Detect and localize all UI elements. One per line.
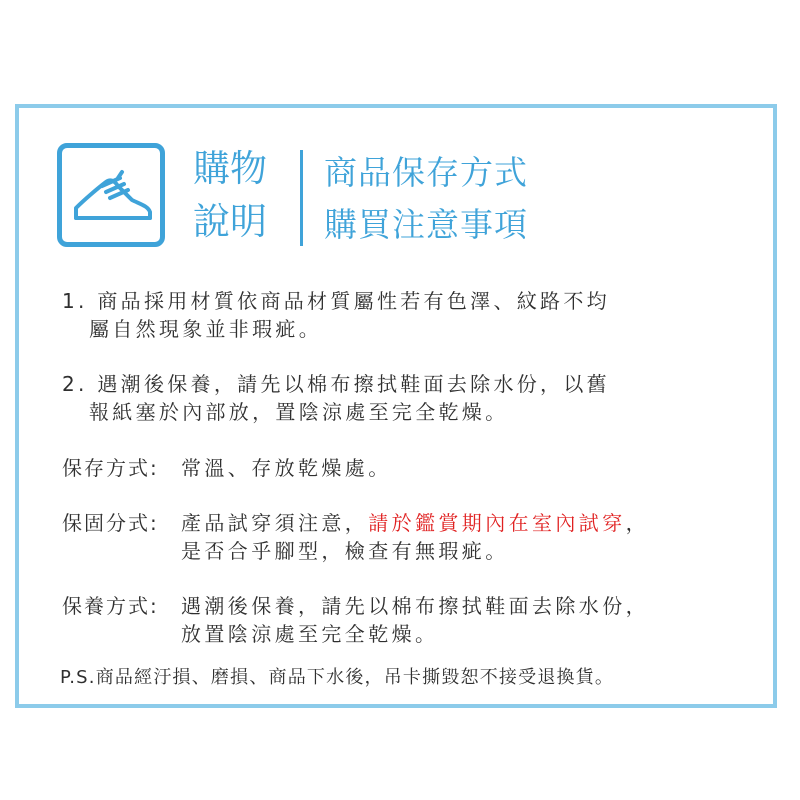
item-1-line1: 1. 商品採用材質依商品材質屬性若有色澤、紋路不均: [62, 289, 610, 313]
fixing-value-line2: 是否合乎腳型，檢查有無瑕疵。: [181, 539, 509, 563]
shoe-icon: [62, 148, 160, 242]
fixing-value-highlight: 請於鑑賞期內在室內試穿: [368, 511, 626, 535]
header-right-line1: 商品保存方式: [324, 153, 528, 192]
care-label: 保養方式:: [62, 594, 159, 618]
header-divider: [300, 150, 303, 246]
item-1-line2: 屬自然現象並非瑕疵。: [89, 317, 322, 341]
ps-note: P.S.商品經汙損、磨損、商品下水後，吊卡撕毀恕不接受退換貨。: [60, 667, 615, 688]
header-left-line2: 說明: [193, 200, 267, 243]
storage-value: 常溫、存放乾燥處。: [181, 456, 392, 480]
fixing-label: 保固分式:: [62, 511, 159, 535]
fixing-value-prefix: 產品試穿須注意，: [181, 511, 369, 535]
care-value-line2: 放置陰涼處至完全乾燥。: [181, 622, 439, 646]
fixing-value-line1: [181, 513, 649, 533]
storage-label: 保存方式:: [62, 456, 159, 480]
item-2-line1: 2. 遇潮後保養，請先以棉布擦拭鞋面去除水份，以舊: [62, 372, 610, 396]
shoe-icon-box: [57, 143, 165, 247]
fixing-value-suffix: ，: [625, 511, 650, 535]
care-value-line1: 遇潮後保養，請先以棉布擦拭鞋面去除水份，: [181, 594, 649, 618]
header-left-line1: 購物: [193, 147, 267, 190]
item-2-line2: 報紙塞於內部放，置陰涼處至完全乾燥。: [89, 400, 509, 424]
header-right-line2: 購買注意事項: [324, 205, 528, 244]
